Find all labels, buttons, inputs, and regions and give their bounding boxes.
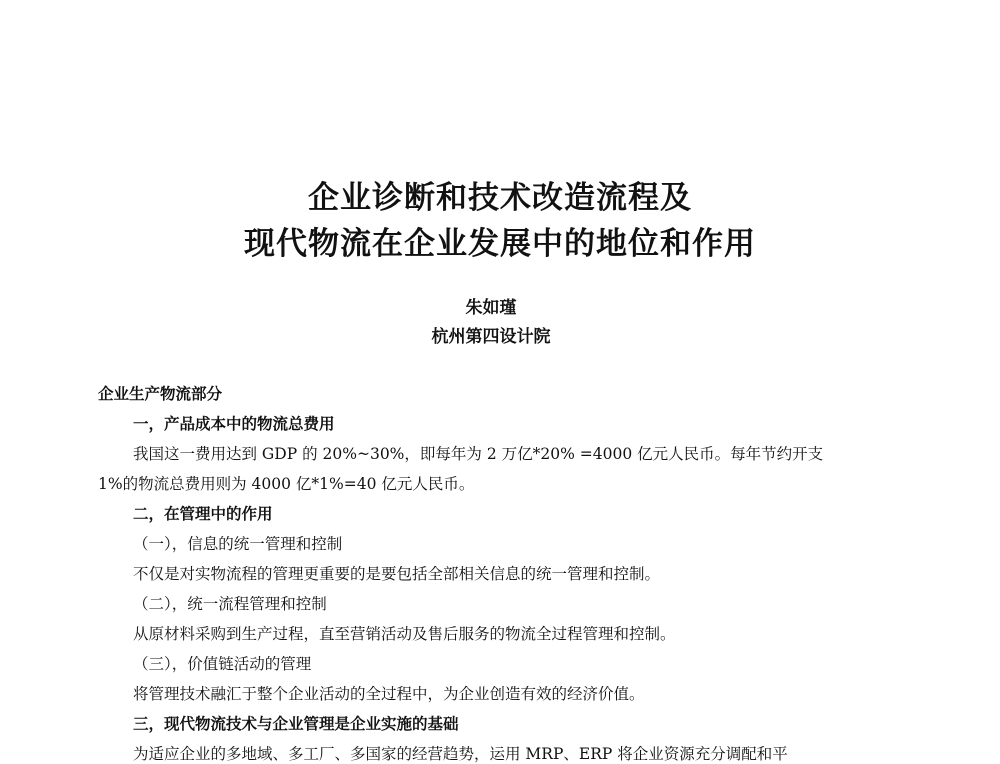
subsection-3-heading: （三），价值链活动的管理 bbox=[133, 655, 312, 673]
section-3-paragraph-line-1: 为适应企业的多地域、多工厂、多国家的经营趋势，运用 MRP、ERP 将企业资源充分调配和平 bbox=[133, 745, 788, 763]
subsection-3-text: 将管理技术融汇于整个企业活动的全过程中，为企业创造有效的经济价值。 bbox=[133, 685, 645, 703]
title-line-2: 现代物流在企业发展中的地位和作用 bbox=[244, 226, 756, 262]
author-name: 朱如瑾 bbox=[465, 298, 517, 318]
subsection-1-text: 不仅是对实物流程的管理更重要的是要包括全部相关信息的统一管理和控制。 bbox=[133, 565, 661, 583]
section-1-paragraph-line-1: 我国这一费用达到 GDP 的 20%~30%，即每年为 2 万亿*20% =4000 亿元人民币。每年节约开支 bbox=[133, 445, 824, 463]
author-organization: 杭州第四设计院 bbox=[431, 327, 551, 347]
section-1-paragraph-line-2: 1%的物流总费用则为 4000 亿*1%=40 亿元人民币。 bbox=[98, 475, 475, 493]
section-2-heading: 二，在管理中的作用 bbox=[133, 504, 273, 523]
subsection-1-heading: （一），信息的统一管理和控制 bbox=[133, 535, 343, 553]
subsection-2-text: 从原材料采购到生产过程，直至营销活动及售后服务的物流全过程管理和控制。 bbox=[133, 625, 676, 643]
section-3-heading: 三，现代物流技术与企业管理是企业实施的基础 bbox=[133, 714, 459, 733]
subsection-2-heading: （二），统一流程管理和控制 bbox=[133, 595, 327, 613]
section-1-heading: 一，产品成本中的物流总费用 bbox=[133, 414, 335, 433]
part-heading: 企业生产物流部分 bbox=[98, 384, 223, 403]
title-line-1: 企业诊断和技术改造流程及 bbox=[308, 180, 692, 216]
